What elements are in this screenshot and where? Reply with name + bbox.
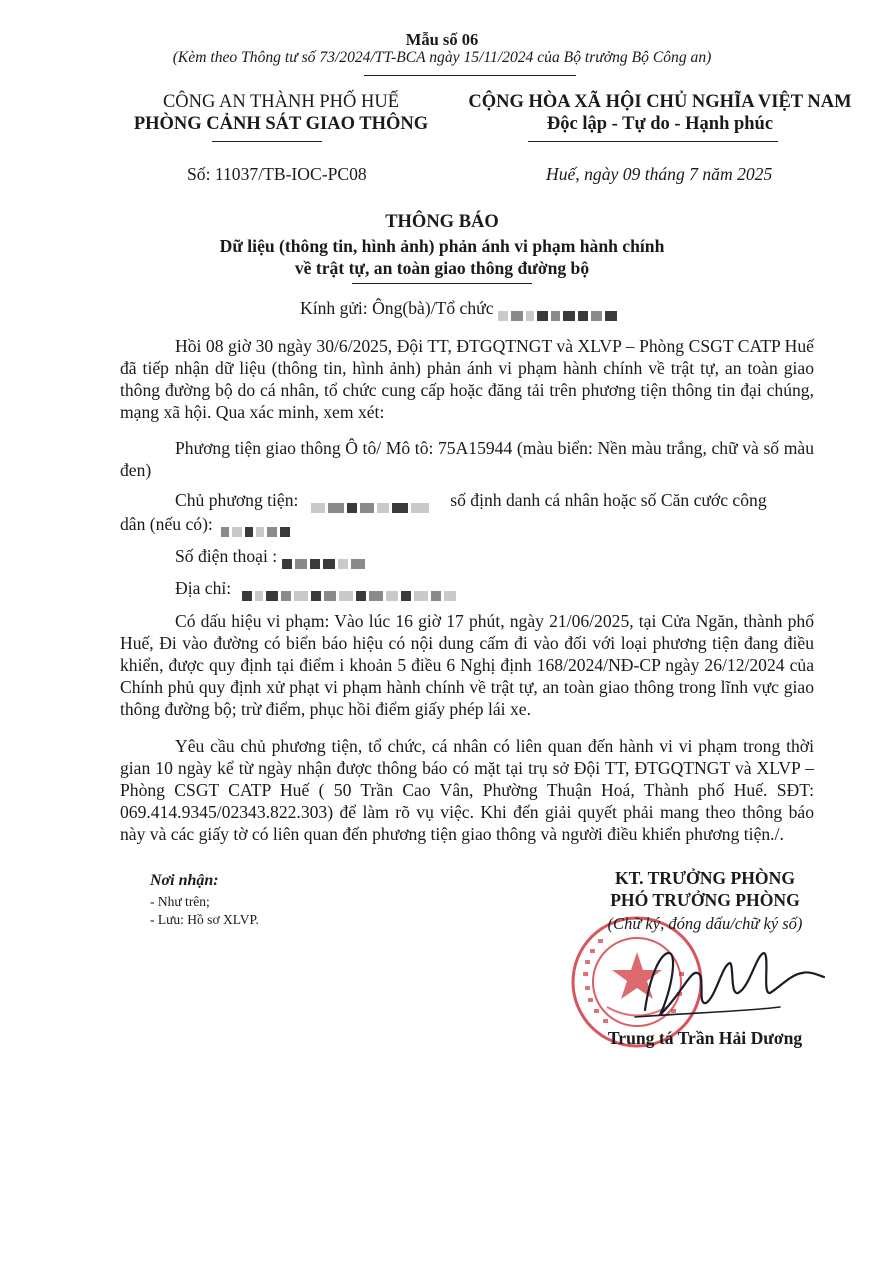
signer-title-2: PHÓ TRƯỞNG PHÒNG — [610, 890, 800, 910]
recipient-label: Kính gửi: Ông(bà)/Tổ chức — [300, 298, 494, 318]
address-line — [175, 578, 459, 599]
document-number: Số: 11037/TB-IOC-PC08 — [187, 164, 367, 184]
issuer-line-1: CÔNG AN THÀNH PHỐ HUẾ — [162, 92, 400, 112]
recipient-line — [300, 298, 620, 319]
receiver-item-1: - Như trên; — [150, 894, 210, 909]
notice-subtitle-2: về trật tự, an toàn giao thông đường bộ — [294, 258, 590, 278]
address-label: Địa chỉ: — [175, 578, 232, 598]
receiver-item-2: - Lưu: Hồ sơ XLVP. — [150, 912, 259, 927]
redacted-phone — [282, 552, 368, 564]
place-date: Huế, ngày 09 tháng 7 năm 2025 — [546, 164, 773, 184]
phone-label: Số điện thoại : — [175, 546, 278, 566]
owner-id-label: số định danh cá nhân hoặc số Căn cước công — [450, 490, 767, 510]
notice-subtitle-1: Dữ liệu (thông tin, hình ảnh) phản ánh vi phạm hành chính — [219, 236, 665, 256]
owner-label: Chủ phương tiện: — [175, 490, 299, 510]
form-reference: (Kèm theo Thông tư số 73/2024/TT-BCA ngày 15/11/2024 của Bộ trưởng Bộ Công an) — [172, 49, 712, 66]
intro-paragraph: Hồi 08 giờ 30 ngày 30/6/2025, Đội TT, ĐTGQTNGT và XLVP – Phòng CSGT CATP Huế đã tiếp nhận dữ liệu (thông tin, hình ảnh) phản ánh vi phạm hành chính về trật tự, an toàn giao thông đường bộ do cá nhân, tổ chức cung cấp hoặc đăng tải trên phương tiện thông tin đại chúng, mạng xã hội. Qua xác minh, xem xét: — [120, 336, 814, 422]
issuer-underline — [212, 141, 322, 142]
handwritten-signature — [630, 935, 830, 1025]
redacted-address — [242, 584, 459, 596]
nation-line-1: CỘNG HÒA XÃ HỘI CHỦ NGHĨA VIỆT NAM — [468, 92, 852, 112]
form-number: Mẫu số 06 — [405, 30, 479, 49]
redacted-owner-id — [221, 520, 293, 532]
receivers-label: Nơi nhận: — [150, 872, 219, 889]
owner-id-line — [120, 514, 293, 535]
vehicle-paragraph: Phương tiện giao thông Ô tô/ Mô tô: 75A15944 (màu biển: Nền màu trắng, chữ và số màu đen) — [120, 438, 814, 480]
nation-underline — [528, 141, 778, 142]
nation-line-2: Độc lập - Tự do - Hạnh phúc — [546, 114, 774, 134]
notice-title: THÔNG BÁO — [385, 212, 499, 232]
signature-note: (Chữ ký, đóng dấu/chữ ký số) — [607, 914, 803, 933]
owner-line — [175, 490, 767, 511]
form-reference-underline — [364, 75, 576, 76]
request-paragraph: Yêu cầu chủ phương tiện, tổ chức, cá nhân có liên quan đến hành vi vi phạm trong thời gian 10 ngày kể từ ngày nhận được thông báo có mặt tại trụ sở Đội TT, ĐTGQTNGT và XLVP – Phòng CSGT CATP Huế ( 50 Trần Cao Vân, Phường Thuận Hoá, Thành phố Huế. SĐT: 069.414.9345/02343.822.303) để làm rõ vụ việc. Khi đến giải quyết phải mang theo thông báo này và các giấy tờ có liên quan đến phương tiện giao thông và người điều khiển phương tiện./. — [120, 736, 814, 844]
issuer-line-2: PHÒNG CẢNH SÁT GIAO THÔNG — [133, 114, 429, 134]
violation-paragraph: Có dấu hiệu vi phạm: Vào lúc 16 giờ 17 phút, ngày 21/06/2025, tại Cửa Ngăn, thành phố Huế, Đi vào đường có biển báo hiệu có nội dung cấm đi vào đối với loại phương tiện đang điều khiển, được quy định tại điểm i khoản 5 điều 6 Nghị định 168/2024/NĐ-CP ngày 26/12/2024 của Chính phủ quy định xử phạt vi phạm hành chính về trật tự, an toàn giao thông trong lĩnh vực giao thông đường bộ; trừ điểm, phục hồi điểm giấy phép lái xe. — [120, 611, 814, 719]
signer-title-1: KT. TRƯỞNG PHÒNG — [614, 868, 796, 888]
phone-line — [175, 546, 368, 567]
title-underline — [352, 283, 532, 284]
owner-id-label-2: dân (nếu có): — [120, 514, 213, 534]
redacted-owner-name — [311, 496, 432, 508]
signer-name: Trung tá Trần Hải Dương — [607, 1028, 803, 1048]
redacted-recipient — [498, 304, 620, 316]
